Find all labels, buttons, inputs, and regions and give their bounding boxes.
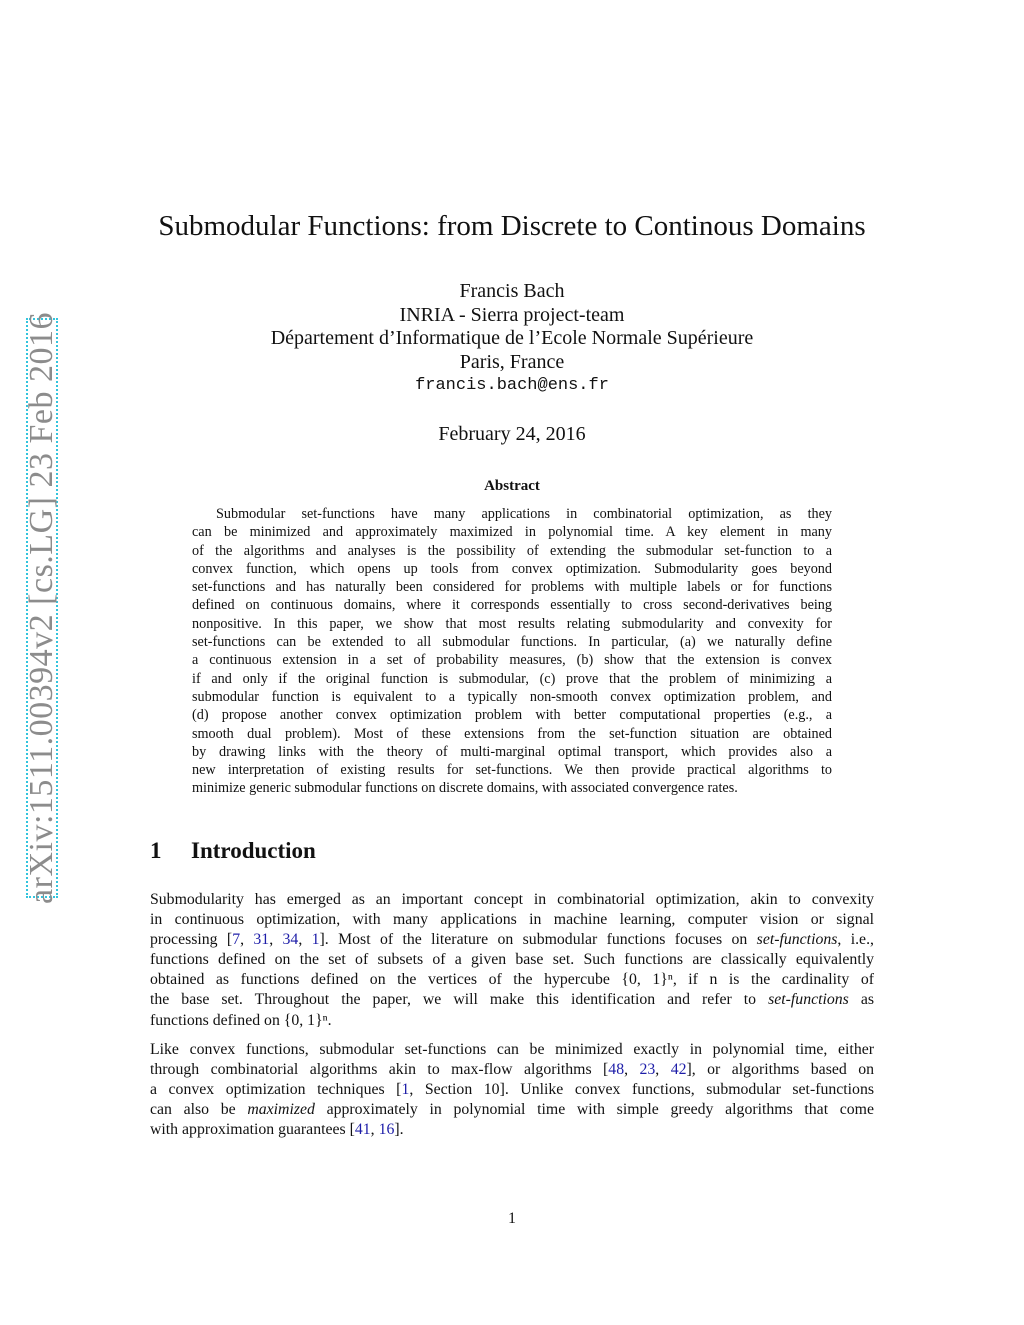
abstract-line: a continuous extension in a set of probability measures, (b) show that the extension is convex (192, 652, 832, 669)
abstract-line: minimize generic submodular functions on discrete domains, with associated convergence rates. (192, 780, 738, 797)
text-line: functions defined on the set of subsets of a given base set. Such functions are classically equivalently (150, 951, 874, 969)
text-line: the base set. Throughout the paper, we will make this identification and refer to set-functions as (150, 991, 874, 1009)
text-line: processing [7, 31, 34, 1]. Most of the literature on submodular functions focuses on set-functions, i.e., (150, 931, 874, 949)
citation-link[interactable]: 7 (232, 931, 241, 949)
text-line: Submodularity has emerged as an important concept in combinatorial optimization, akin to convexity (150, 891, 874, 908)
intro-paragraph-1 (150, 890, 874, 1031)
paper-date: February 24, 2016 (438, 423, 586, 445)
text-line: in continuous optimization, with many applications in machine learning, computer vision or signal (150, 911, 874, 929)
citation-link[interactable]: 42 (670, 1061, 687, 1079)
abstract-line: set-functions and has naturally been considered for problems with multiple labels or for functions (192, 579, 832, 596)
abstract-line: set-functions can be extended to all submodular functions. In particular, (a) we naturally define (192, 634, 832, 651)
abstract-line: of the algorithms and analyses is the possibility of extending the submodular set-function to a (192, 542, 832, 559)
text-line: a convex optimization techniques [1, Section 10]. Unlike convex functions, submodular set-functions (150, 1081, 874, 1099)
section-title: Introduction (191, 838, 316, 863)
text-line: can also be maximized approximately in polynomial time with simple greedy algorithms that come (150, 1101, 874, 1119)
citation-link[interactable]: 31 (253, 931, 270, 949)
abstract-body (192, 505, 832, 798)
abstract-line: (d) propose another convex optimization problem with better computational properties (e.g., a (192, 707, 832, 724)
abstract-line: can be minimized and approximately maximized in polynomial time. A key element in many (192, 524, 832, 541)
citation-link[interactable]: 41 (354, 1121, 371, 1139)
paper-title: Submodular Functions: from Discrete to Continous Domains (158, 210, 866, 242)
author-name: Francis Bach (459, 280, 565, 302)
abstract-line: smooth dual problem). Most of these extensions from the set-function situation are obtained (192, 725, 832, 742)
abstract-line: Submodular set-functions have many applications in combinatorial optimization, as they (216, 506, 832, 522)
abstract-line: if and only if the original function is submodular, (c) prove that the problem of minimizing a (192, 670, 832, 687)
citation-link[interactable]: 1 (401, 1081, 410, 1099)
text-line: functions defined on {0, 1}ⁿ. (150, 1011, 332, 1029)
abstract-line: by drawing links with the theory of multi-marginal optimal transport, which provides also a (192, 743, 832, 760)
author-block (0, 280, 1024, 398)
text-line: through combinatorial algorithms akin to max-flow algorithms [48, 23, 42], or algorithms based on (150, 1061, 874, 1079)
author-email[interactable]: francis.bach@ens.fr (415, 376, 609, 395)
abstract-line: convex function, which opens up tools from convex optimization. Submodularity goes beyond (192, 560, 832, 577)
author-affiliation-2: Département d’Informatique de l’Ecole Normale Supérieure (270, 327, 754, 349)
abstract-line: submodular function is equivalent to a typically non-smooth convex optimization problem, and (192, 688, 832, 705)
citation-link[interactable]: 48 (608, 1061, 625, 1079)
citation-link[interactable]: 34 (282, 931, 299, 949)
text-line: Like convex functions, submodular set-functions can be minimized exactly in polynomial time, either (150, 1041, 874, 1058)
section-heading (150, 838, 316, 864)
author-affiliation-1: INRIA - Sierra project-team (399, 303, 625, 326)
page-number: 1 (508, 1210, 516, 1227)
abstract-line: defined on continuous domains, where it corresponds essentially to cross second-derivatives being (192, 597, 832, 614)
intro-paragraph-2 (150, 1040, 874, 1140)
abstract-line: new interpretation of existing results for set-functions. We then provide practical algorithms to (192, 762, 832, 779)
citation-link[interactable]: 23 (639, 1061, 656, 1079)
author-location: Paris, France (459, 350, 565, 373)
text-line: obtained as functions defined on the vertices of the hypercube {0, 1}ⁿ, if n is the cardinality of (150, 971, 874, 989)
section-number: 1 (150, 838, 162, 863)
abstract-line: nonpositive. In this paper, we show that most results relating submodularity and convexity for (192, 615, 832, 632)
citation-link[interactable]: 16 (378, 1121, 395, 1139)
text-line: with approximation guarantees [41, 16]. (150, 1121, 404, 1139)
arxiv-stamp[interactable] (23, 312, 61, 904)
citation-link[interactable]: 1 (311, 931, 320, 949)
arxiv-identifier: arXiv:1511.00394v2 [cs.LG] 23 Feb 2016 (23, 312, 61, 904)
abstract-heading: Abstract (484, 478, 540, 494)
